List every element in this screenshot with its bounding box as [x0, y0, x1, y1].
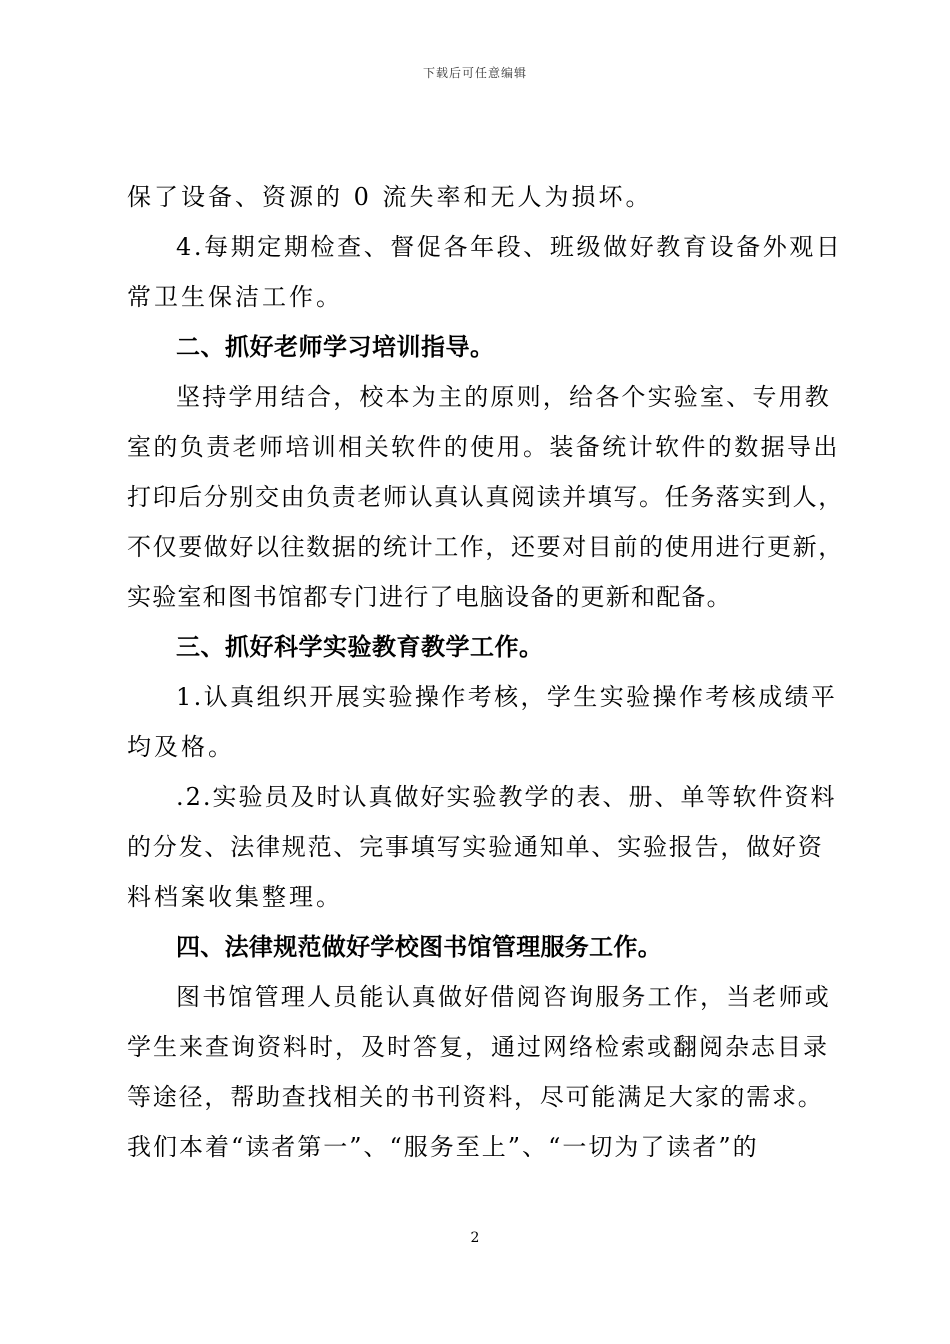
paragraph-line: 学生来查询资料时，及时答复，通过网络检索或翻阅杂志目录 [127, 1033, 829, 1061]
paragraph-line: 保了设备、资源的 0 流失率和无人为损坏。 [127, 183, 653, 211]
section-heading: 三、抓好科学实验教育教学工作。 [176, 633, 544, 661]
paragraph-line: 1.认真组织开展实验操作考核，学生实验操作考核成绩平 [176, 683, 838, 711]
section-heading: 二、抓好老师学习培训指导。 [176, 333, 495, 361]
paragraph-line: 图书馆管理人员能认真做好借阅咨询服务工作，当老师或 [176, 983, 831, 1011]
paragraph-line: 打印后分别交由负责老师认真认真阅读并填写。任务落实到人， [127, 483, 844, 511]
paragraph-line: 常卫生保洁工作。 [127, 283, 343, 311]
section-heading: 四、法律规范做好学校图书馆管理服务工作。 [176, 933, 662, 961]
paragraph-line: 坚持学用结合，校本为主的原则，给各个实验室、专用教 [176, 383, 831, 411]
paragraph-line: 我们本着“读者第一”、“服务至上”、“一切为了读者”的 [127, 1133, 759, 1161]
paragraph-line: 不仅要做好以往数据的统计工作，还要对目前的使用进行更新， [127, 533, 844, 561]
paragraph-line: 均及格。 [127, 733, 235, 761]
paragraph-line: 4.每期定期检查、督促各年段、班级做好教育设备外观日 [176, 233, 843, 261]
paragraph-line: 实验室和图书馆都专门进行了电脑设备的更新和配备。 [127, 583, 732, 611]
document-body [127, 172, 844, 1172]
paragraph-line: 料档案收集整理。 [127, 883, 343, 911]
paragraph-line: 室的负责老师培训相关软件的使用。装备统计软件的数据导出 [127, 433, 840, 461]
page-header: 下载后可任意编辑 [422, 66, 527, 80]
paragraph-line: .2.实验员及时认真做好实验教学的表、册、单等软件资料 [176, 783, 837, 811]
page-number: 2 [470, 1230, 480, 1246]
paragraph-line: 等途径，帮助查找相关的书刊资料，尽可能满足大家的需求。 [127, 1083, 824, 1111]
paragraph-line: 的分发、法律规范、完事填写实验通知单、实验报告，做好资 [127, 833, 824, 861]
